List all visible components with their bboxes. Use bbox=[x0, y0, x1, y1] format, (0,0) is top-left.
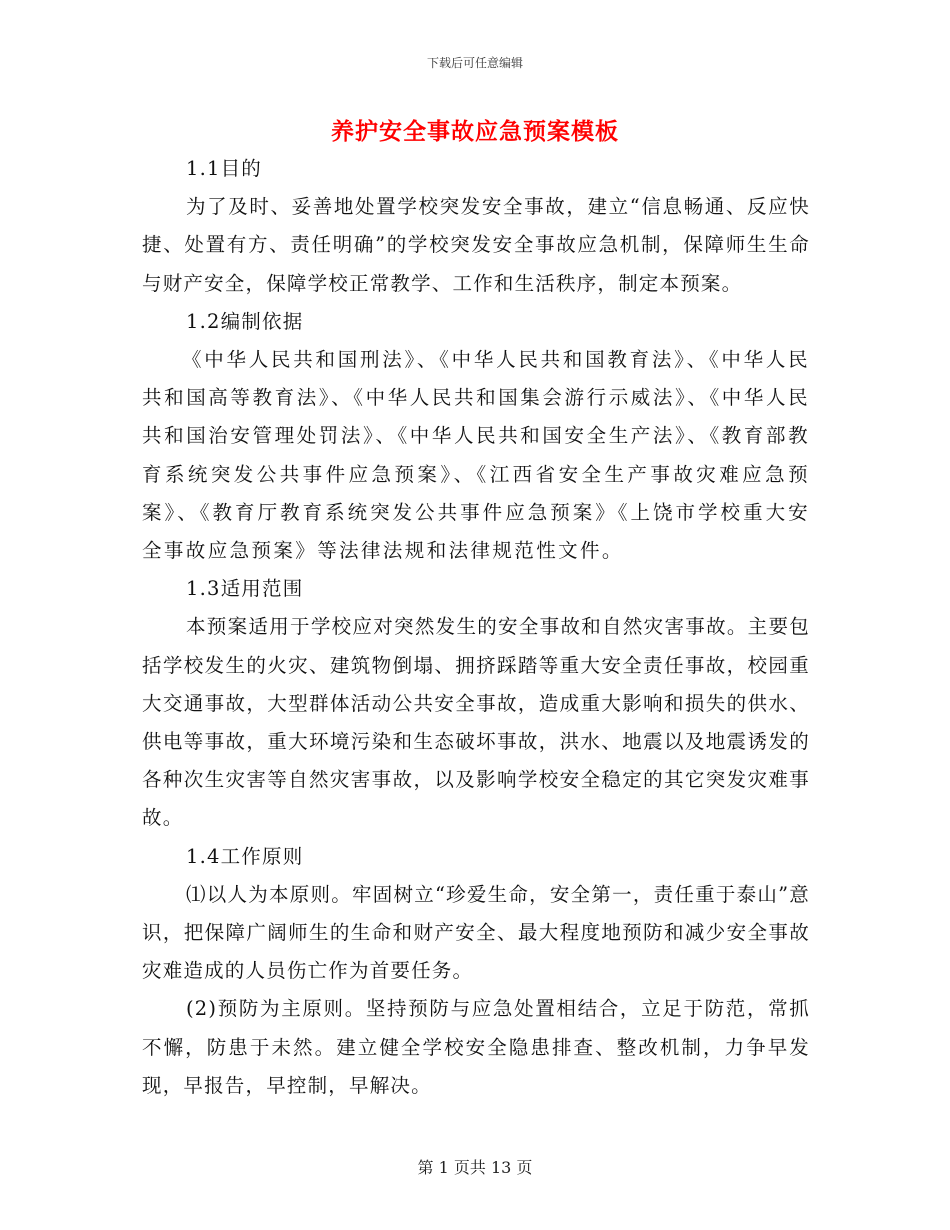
section-heading-scope: 1.3适用范围 bbox=[186, 577, 304, 601]
principle-item-people-first: ⑴以人为本原则。牢固树立“珍爱生命，安全第一，责任重于泰山”意识，把保障广阔师生的生命和财产安全、最大程度地预防和减少安全事故灾难造成的人员伤亡作为首要任务。 bbox=[142, 882, 810, 983]
document-body bbox=[142, 150, 810, 1105]
document-title: 养护安全事故应急预案模板 bbox=[331, 118, 619, 145]
section-heading-purpose: 1.1目的 bbox=[186, 157, 263, 180]
section-heading-basis: 1.2编制依据 bbox=[186, 309, 304, 333]
section-heading-principles: 1.4工作原则 bbox=[186, 844, 304, 868]
section-body-purpose: 为了及时、妥善地处置学校突发安全事故，建立“信息畅通、反应快捷、处置有方、责任明确”的学校突发安全事故应急机制，保障师生生命与财产安全，保障学校正常教学、工作和生活秩序，制定本预案。 bbox=[142, 195, 810, 295]
section-body-basis: 《中华人民共和国刑法》、《中华人民共和国教育法》、《中华人民共和国高等教育法》、《中华人民共和国集会游行示威法》、《中华人民共和国治安管理处罚法》、《中华人民共和国安全生产法》、《教育部教育系统突发公共事件应急预案》、《江西省安全生产事故灾难应急预案》、《教育厅教育系统突发公共事件应急预案》《上饶市学校重大安全事故应急预案》等法律法规和法律规范性文件。 bbox=[142, 348, 810, 563]
principle-item-prevention: (2)预防为主原则。坚持预防与应急处置相结合，立足于防范，常抓不懈，防患于未然。建立健全学校安全隐患排查、整改机制，力争早发现，早报告，早控制，早解决。 bbox=[142, 997, 810, 1097]
section-body-scope: 本预案适用于学校应对突然发生的安全事故和自然灾害事故。主要包括学校发生的火灾、建筑物倒塌、拥挤踩踏等重大安全责任事故，校园重大交通事故，大型群体活动公共安全事故，造成重大影响和损失的供水、供电等事故，重大环境污染和生态破坏事故，洪水、地震以及地震诱发的各种次生灾害等自然灾害事故，以及影响学校安全稳定的其它突发灾难事故。 bbox=[142, 615, 810, 830]
page-number: 第 1 页共 13 页 bbox=[417, 1158, 533, 1177]
page-header-note: 下载后可任意编辑 bbox=[426, 56, 523, 70]
